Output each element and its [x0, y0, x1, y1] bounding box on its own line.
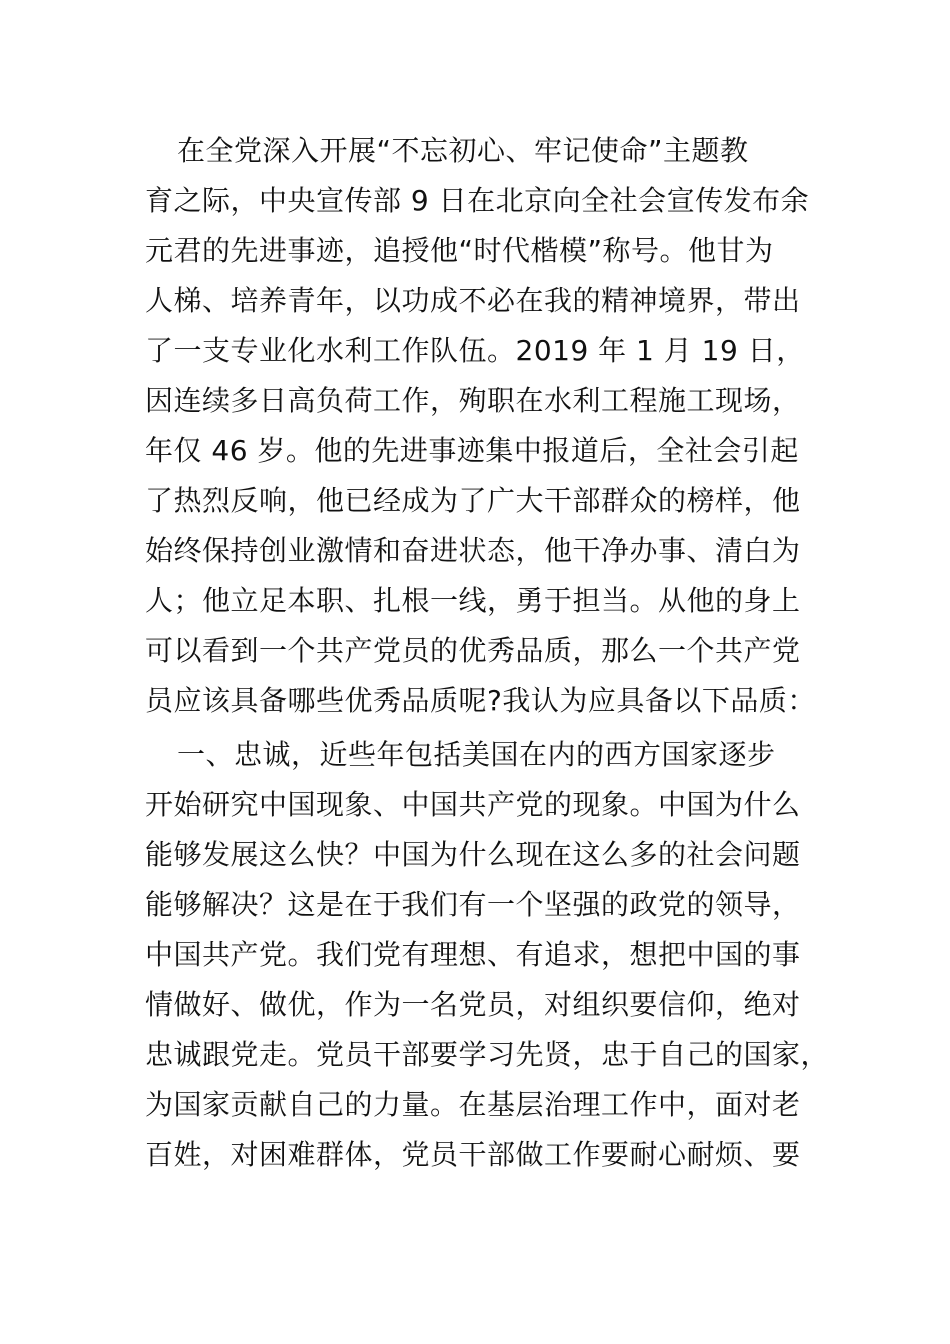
paragraph-1-line-8: 了热烈反响，他已经成为了广大干部群众的榜样，他 — [145, 484, 801, 517]
paragraph-2-line-5: 中国共产党。我们党有理想、有追求，想把中国的事 — [145, 938, 801, 971]
paragraph-1-line-10: 人；他立足本职、扎根一线，勇于担当。从他的身上 — [145, 584, 801, 617]
paragraph-1-line-6: 因连续多日高负荷工作，殉职在水利工程施工现场， — [145, 384, 801, 417]
paragraph-2-line-9: 百姓，对困难群体，党员干部做工作要耐心耐烦、要 — [145, 1138, 801, 1171]
paragraph-2-line-6: 情做好、做优，作为一名党员，对组织要信仰，绝对 — [145, 988, 801, 1021]
paragraph-1-line-9: 始终保持创业激情和奋进状态，他干净办事、清白为 — [145, 534, 801, 567]
paragraph-2-line-2: 开始研究中国现象、中国共产党的现象。中国为什么 — [145, 788, 801, 821]
paragraph-1-line-1: 在全党深入开展“不忘初心、牢记使命”主题教 — [177, 134, 749, 167]
paragraph-2-line-3: 能够发展这么快？中国为什么现在这么多的社会问题 — [145, 838, 801, 871]
paragraph-1-line-7: 年仅 46 岁。他的先进事迹集中报道后，全社会引起 — [145, 434, 799, 467]
paragraph-1-line-4: 人梯、培养青年，以功成不必在我的精神境界，带出 — [145, 284, 801, 317]
paragraph-1-line-5: 了一支专业化水利工作队伍。2019 年 1 月 19 日， — [145, 334, 805, 367]
paragraph-2-line-4: 能够解决？这是在于我们有一个坚强的政党的领导， — [145, 888, 801, 921]
paragraph-2-line-1: 一、忠诚，近些年包括美国在内的西方国家逐步 — [177, 738, 776, 771]
paragraph-1-line-3: 元君的先进事迹，追授他“时代楷模”称号。他甘为 — [145, 234, 774, 267]
paragraph-1-line-2: 育之际，中央宣传部 9 日在北京向全社会宣传发布余 — [145, 184, 810, 217]
paragraph-1-line-11: 可以看到一个共产党员的优秀品质，那么一个共产党 — [145, 634, 801, 667]
paragraph-1-line-12: 员应该具备哪些优秀品质呢?我认为应具备以下品质： — [145, 684, 816, 717]
paragraph-2-line-8: 为国家贡献自己的力量。在基层治理工作中，面对老 — [145, 1088, 801, 1121]
paragraph-2-line-7: 忠诚跟党走。党员干部要学习先贤，忠于自己的国家， — [145, 1038, 830, 1071]
